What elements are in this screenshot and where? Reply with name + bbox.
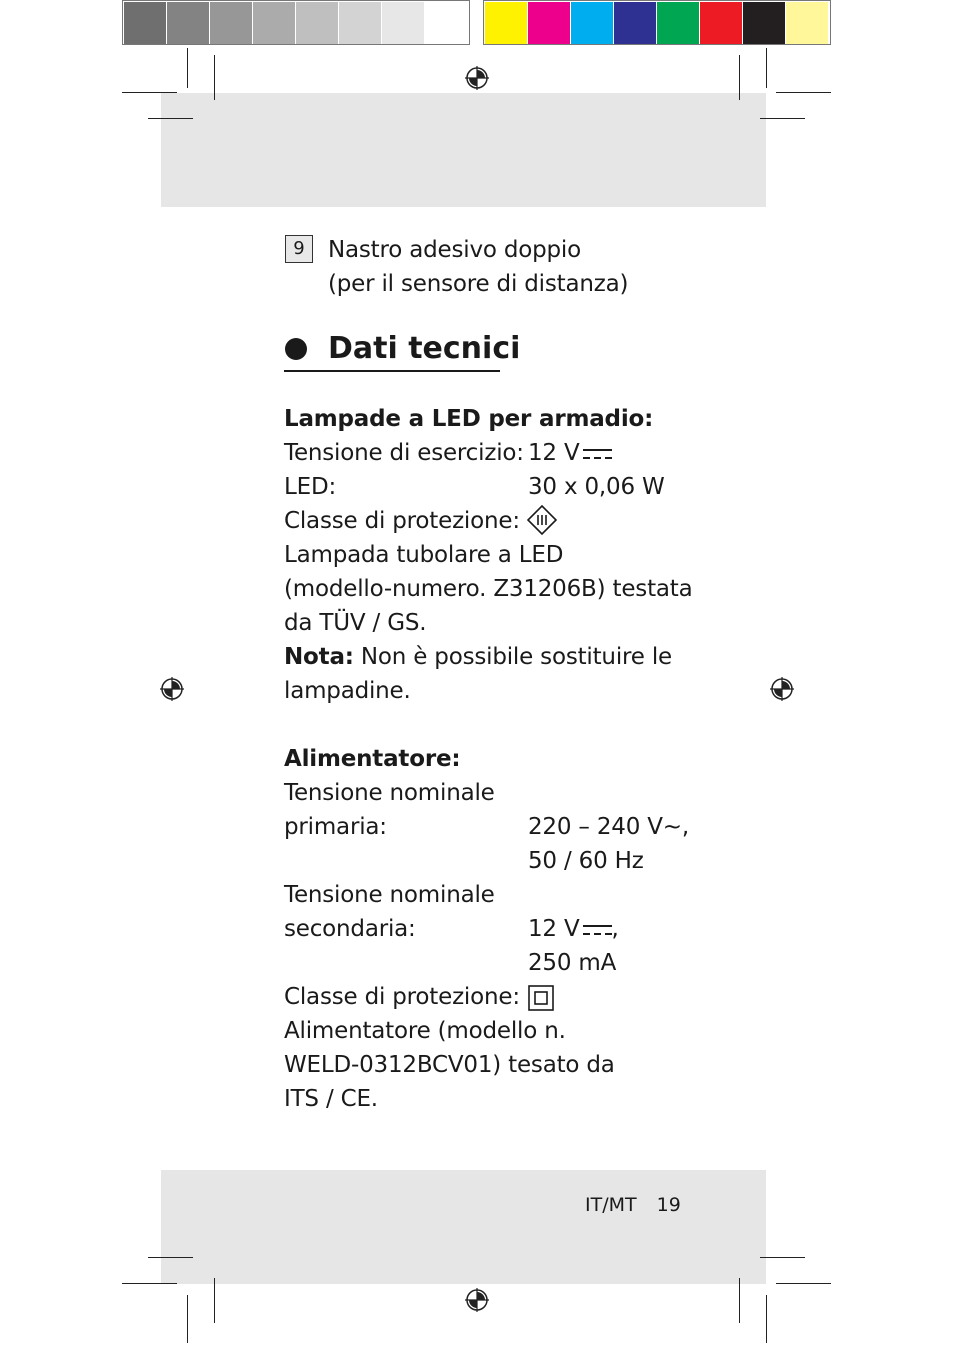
section-title: Dati tecnici [328,331,521,366]
psu-desc-line-3: ITS / CE. [284,1086,378,1112]
item-9-line-1: Nastro adesivo doppio [328,237,581,263]
led-desc-line-3: da TÜV / GS. [284,610,427,636]
header-panel [161,93,766,207]
registration-mark-icon [770,677,794,701]
crop-mark [148,118,193,119]
gray-swatch [425,2,467,44]
secondary-value-2: 250 mA [528,950,617,976]
color-swatch [786,2,828,44]
led-desc-line-2: (modello-numero. Z31206B) testata [284,576,693,602]
color-swatch [657,2,699,44]
primary-label-2: primaria: [284,814,387,840]
gray-swatch [296,2,338,44]
led-label: LED: [284,474,337,500]
registration-mark-icon [160,677,184,701]
gray-swatch [167,2,209,44]
crop-mark [187,1295,188,1343]
crop-mark [739,55,740,100]
footer-panel [161,1170,766,1284]
crop-mark [776,92,831,93]
registration-mark-icon [465,1288,489,1312]
led-value: 30 x 0,06 W [528,474,665,500]
led-note-line-2: lampadine. [284,678,411,704]
bullet-icon [284,337,308,361]
psu-desc-line-2: WELD-0312BCV01) tesato da [284,1052,615,1078]
page-number: 19 [656,1194,681,1216]
gray-swatch [253,2,295,44]
crop-mark [766,1295,767,1343]
psu-heading: Alimentatore: [284,746,461,772]
primary-value-2: 50 / 60 Hz [528,848,644,874]
secondary-value-suffix: , [611,916,619,942]
dc-voltage-icon [582,923,612,937]
secondary-value-text: 12 V [528,916,580,942]
psu-desc-line-1: Alimentatore (modello n. [284,1018,566,1044]
color-swatch [700,2,742,44]
protection-class-II-icon [528,985,554,1011]
led-heading: Lampade a LED per armadio: [284,406,654,432]
secondary-label-1: Tensione nominale [284,882,495,908]
crop-mark [739,1278,740,1323]
color-swatch [571,2,613,44]
page-footer [585,1192,681,1218]
primary-value-1: 220 – 240 V~, [528,814,689,840]
crop-mark [766,48,767,88]
crop-mark [214,1278,215,1323]
color-swatch [614,2,656,44]
registration-mark-icon [465,66,489,90]
secondary-label-2: secondaria: [284,916,416,942]
voltage-value-text: 12 V [528,440,580,466]
voltage-value [528,436,612,470]
crop-mark [214,55,215,100]
item-9-line-2: (per il sensore di distanza) [328,271,629,297]
dc-voltage-icon [582,447,612,461]
note-label: Nota: [284,644,354,670]
secondary-value-1 [528,912,619,946]
crop-mark [148,1257,193,1258]
crop-mark [760,118,805,119]
crop-mark [122,92,177,93]
color-swatch [743,2,785,44]
gray-swatch [339,2,381,44]
primary-label-1: Tensione nominale [284,780,495,806]
protection-class-III-icon [526,504,558,536]
voltage-label: Tensione di esercizio: [284,440,524,466]
crop-mark [760,1257,805,1258]
color-swatch [485,2,527,44]
gray-swatch [210,2,252,44]
gray-swatch [382,2,424,44]
section-title-underline [284,370,500,372]
led-class-label: Classe di protezione: [284,508,520,534]
led-desc-line-1: Lampada tubolare a LED [284,542,564,568]
item-number-badge: 9 [285,235,313,263]
note-text: Non è possibile sostituire le [353,644,672,670]
crop-mark [776,1283,831,1284]
psu-class-label: Classe di protezione: [284,984,520,1010]
crop-mark [122,1283,177,1284]
led-note [284,640,672,674]
footer-language: IT/MT [585,1194,637,1216]
crop-mark [187,48,188,88]
gray-swatch [124,2,166,44]
color-swatch [528,2,570,44]
